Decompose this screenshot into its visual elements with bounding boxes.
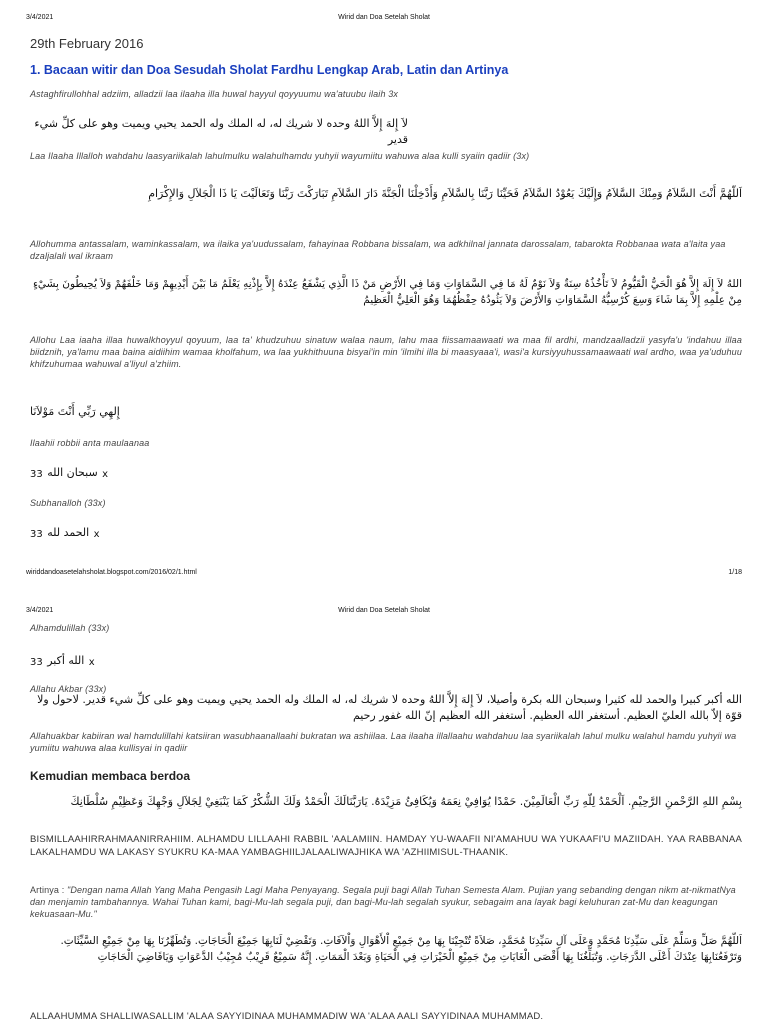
ilahi-latin: Ilaahii robbii anta maulaanaa bbox=[30, 438, 150, 448]
post-title[interactable]: 1. Bacaan witir dan Doa Sesudah Sholat Fardhu Lengkap Arab, Latin dan Artinya bbox=[30, 63, 509, 77]
istighfar-latin: Astaghfirullohhal adziim, alladzii laa ilaaha illa huwal hayyul qoyyuumu wa'atuubu ilaih 3x bbox=[30, 89, 399, 99]
section-heading-doa: Kemudian membaca berdoa bbox=[30, 769, 191, 783]
artinya-label: Artinya : bbox=[30, 885, 68, 895]
alhamdulillah-arabic: الحمد لله bbox=[47, 525, 90, 539]
alhamdulillah-line bbox=[30, 524, 100, 542]
subhanallah-arabic: سبحان الله bbox=[47, 465, 98, 479]
closing-dzikir-latin: Allahuakbar kabiiran wal hamdulillahi katsiiran wasubhaanallaahi bukratan wa ashiilaa. Laa ilaaha illallaahu wahdahuu laa syariikalah lahul mulku walahul hamdu yuhyii wa yumiitu wahuwa alaa kullisyai in qadiir bbox=[30, 731, 737, 753]
print-title: Wirid dan Doa Setelah Sholat bbox=[338, 607, 430, 614]
ayat-kursi-latin: Allohu Laa iaaha illaa huwalkhoyyul qoyuum, laa ta' khudzuhuu sinatuw walaa naum, lahu maa fiissamaawaati wa maa fil ardhi, mandzaalladzii yasyfa'u 'indahuu illaa biidznih, ya'lamu maa baina aidiihim wamaa kholfahum, wa laa yukhithuuna bisyai'in min 'ilmihi illa bi maasyaaa'i, wasi'a kursiyyuhussamaawaati wal ardho, waa ya'uduhuu khifzuhumaa wahuwal a'liyul a'zhiim. bbox=[30, 335, 742, 369]
artinya-paragraph bbox=[30, 884, 742, 920]
artinya-text: "Dengan nama Allah Yang Maha Pengasih Lagi Maha Penyayang. Segala puji bagi Allah Tuhan Semesta Alam. Pujian yang sebanding dengan nikm at-nikmatNya dan menjamin tambahannya. Wahai Tuhan kami, bagi-Mu-lah segala puji, dan bagi-Mu-lah segalah syukur, sebagaim ana layak bagi keluhuran zat-Mu dan keagungan kekuasaan-Mu." bbox=[30, 885, 736, 919]
allahumma-latin: Allohumma antassalam, waminkassalam, wa ilaika ya'uudussalam, fahayinaa Robbana bissalam, wa adkhilnal jannata darossalam, tabarokta Robbanaa wata a'laita yaa dzaljalali wal ikraam bbox=[30, 239, 726, 261]
shalawat-latin: ALLAAHUMMA SHALLIWASALLIM 'ALAA SAYYIDINAA MUHAMMADIW WA 'ALAA AALI SAYYIDINAA MUHAMMAD. bbox=[30, 1011, 544, 1022]
doa-arabic: بِسْمِ اللهِ الرَّحْمنِ الرَّحِيْمِ. اَلْحَمْدُ لِلّهِ رَبِّ الْعَالَمِيْنَ. حَمْدًا يُوَافِيْ نِعَمَهُ وَيُكَافِئُ مَزِيْدَهُ. يَارَبَّنَالَكَ الْحَمْدُ وَلَكَ الشُّكْرُ كَمَا يَنْبَغِيْ لِجَلاَلِ وَجْهِكَ وَعَظِيْمِ سُلْطَانِكَ bbox=[70, 795, 742, 808]
footer-page-number: 1/18 bbox=[728, 569, 742, 576]
print-date: 3/4/2021 bbox=[26, 607, 54, 614]
subhanallah-x: x bbox=[102, 469, 109, 480]
doa-latin: BISMILLAAHIRRAHMAANIRRAHIIM. ALHAMDU LILLAAHI RABBIL 'AALAMIIN. HAMDAY YU-WAAFII NI'AMAHUU WA YUKAAFI'U MAZIIDAH. YAA RABBANAA LAKALHAMDU WA LAKASY SYUKRU KA-MAA YAMBAGHIILJALAALIWAJHIKA WA 'AZHIIMISUL-THAANIK. bbox=[30, 834, 742, 858]
subhanallah-latin: Subhanalloh (33x) bbox=[30, 498, 106, 508]
page1-footer bbox=[0, 569, 768, 581]
page2-header bbox=[0, 607, 768, 621]
print-title: Wirid dan Doa Setelah Sholat bbox=[338, 14, 430, 21]
allahuakbar-latin: Allahu Akbar (33x) bbox=[30, 684, 107, 694]
allahuakbar-count: 33 bbox=[30, 657, 43, 668]
post-date: 29th February 2016 bbox=[30, 36, 144, 51]
subhanallah-line bbox=[30, 464, 108, 482]
ilahi-arabic: إِلهِي رَبِّي أَنْتَ مَوْلاَنَا bbox=[30, 405, 120, 418]
alhamdulillah-x: x bbox=[93, 529, 100, 540]
page1-header bbox=[0, 14, 768, 28]
allahuakbar-line bbox=[30, 652, 95, 670]
allahuakbar-x: x bbox=[88, 657, 95, 668]
footer-url[interactable]: wiriddandoasetelahsholat.blogspot.com/2016/02/1.html bbox=[26, 569, 197, 576]
subhanallah-count: 33 bbox=[30, 469, 43, 480]
tahlil-latin: Laa Ilaaha Illalloh wahdahu laasyariikalah lahulmulku walahulhamdu yuhyii wayumiitu wahuwa alaa kulli syaiin qadiir (3x) bbox=[30, 151, 530, 161]
alhamdulillah-latin: Alhamdulillah (33x) bbox=[30, 623, 110, 633]
shalawat-arabic: اَللّهُمَّ صَلِّ وَسَلِّمْ عَلَى سَيِّدِنَا مُحَمَّدٍ وَعَلَى آلِ سَيِّدِنَا مُحَمَّدٍ، صَلاَةً تُنْجِيْنَا بِهَا مِنْ جَمِيْعِ اْلأَهْوَالِ وَاْلآفَاتِ. وَتَقْضِيْ لَنَابِهَا جَمِيْعَ الْحَاجَاتِ. وَتُطَهِّرُنَا بِهَا مِنْ جَمِيْعِ السَّيِّئَاتِ. وَتَرْفَعُنَابِهَا عِنْدَكَ أَعْلَى الدَّرَجَاتِ. وَتُبَلِّغُنَا بِهَا أَقْصَى الْغَايَاتِ مِنْ جَمِيْعِ الْخَيْرَاتِ فِي الْحَيَاةِ وَبَعْدَ الْمَمَاتِ. إِنَّهُ سَمِيْعٌ قَرِيْبٌ مُجِيْبُ الدَّعَوَاتِ وَيَاقَاضِيَ الْحَاجَاتِ bbox=[60, 935, 742, 963]
tahlil-arabic: لاَ إِلهَ إِلاَّ اللهُ وحده لا شريك له، له الملك وله الحمد يحيي ويميت وهو على كلِّ شيء قدير bbox=[34, 117, 408, 146]
allahumma-arabic: اَللّهُمَّ أَنْتَ السَّلاَمُ وَمِنْكَ السَّلاَمُ وَإِلَيْكَ يَعُوْدُ السَّلاَمُ فَحَيِّنَا رَبَّنَا بِالسَّلاَمِ وَأَدْخِلْنَا الْجَنَّةَ دَارَ السَّلاَمِ تَبَارَكْتَ رَبَّنَا وَتَعَالَيْتَ يَا ذَا الْجَلاَلِ وَالإِكْرَامِ bbox=[148, 187, 742, 200]
print-date: 3/4/2021 bbox=[26, 14, 54, 21]
ayat-kursi-arabic: اللهُ لاَ إِلَهَ إِلاَّ هُوَ الْحَيُّ الْقَيُّومُ لاَ تَأْخُذُهُ سِنَةٌ وَلاَ نَوْمٌ لَهُ مَا فِي السَّمَاوَاتِ وَمَا فِي الأَرْضِ مَنْ ذَا الَّذِي يَشْفَعُ عِنْدَهُ إِلاَّ بِإِذْنِهِ يَعْلَمُ مَا بَيْنَ أَيْدِيهِمْ وَمَا خَلْفَهُمْ وَلاَ يُحِيطُونَ بِشَيْءٍ مِنْ عِلْمِهِ إِلاَّ بِمَا شَاءَ وَسِعَ كُرْسِيُّهُ السَّمَاوَاتِ وَالأَرْضَ وَلاَ يَئُودُهُ حِفْظُهُمَا وَهُوَ الْعَلِيُّ الْعَظِيمُ bbox=[32, 278, 742, 306]
allahuakbar-arabic: الله أكبر bbox=[47, 653, 85, 667]
alhamdulillah-count: 33 bbox=[30, 529, 43, 540]
closing-dzikir-arabic: الله أكبر كبيرا والحمد لله كثيرا وسبحان الله بكرة وأصيلا، لاَ إِلهَ إِلاَّ اللهُ وحده لا شريك له، له الملك وله الحمد يحيي ويميت وهو على كلِّ شيء قدير. لاحول ولا قوّة إلاّ بالله العليّ العظيم. أستغفر الله العظيم. أستغفر الله العظيم إنّ الله غفور رحيم bbox=[37, 693, 742, 722]
